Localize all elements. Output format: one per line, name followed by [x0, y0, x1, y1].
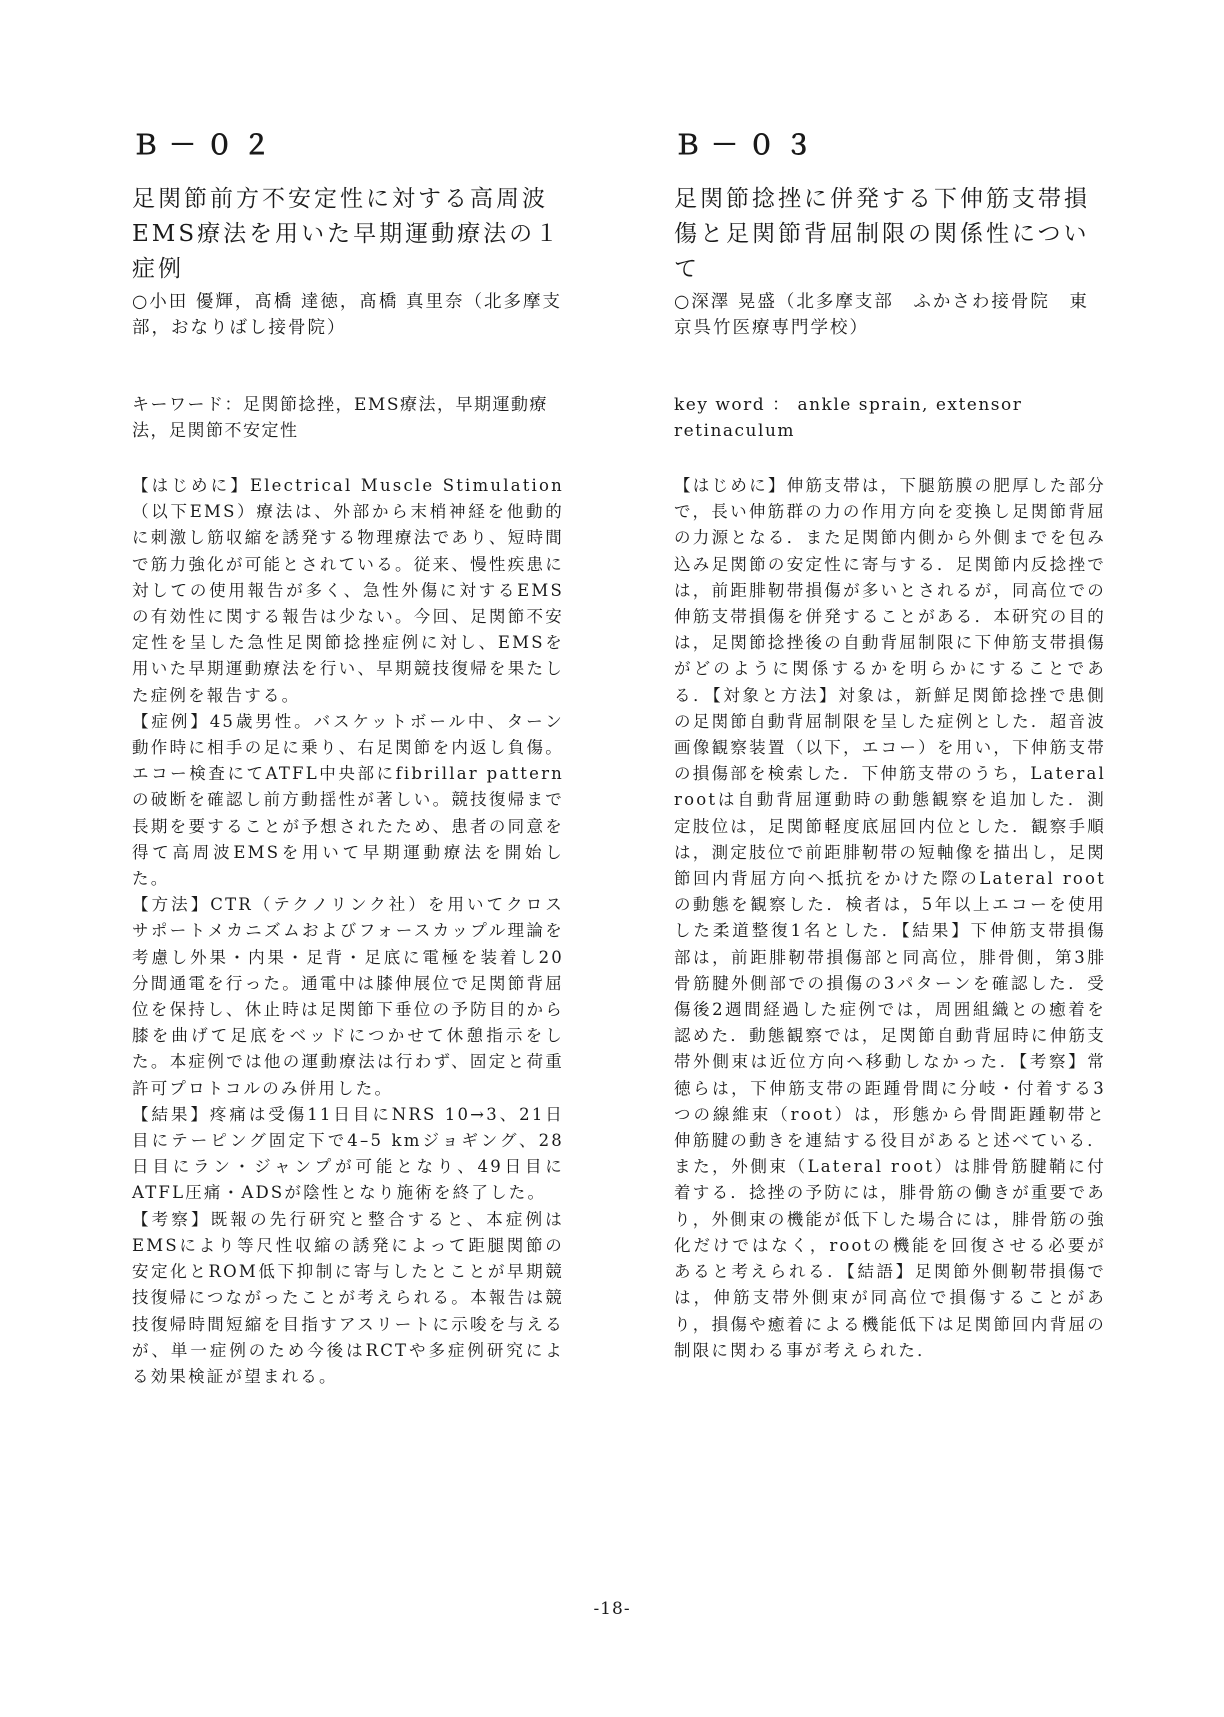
abstract-id: Ｂ－０３ — [674, 130, 822, 161]
abstract-id: Ｂ－０２ — [132, 130, 280, 161]
body-paragraph-main: 【はじめに】伸筋支帯は，下腿筋膜の肥厚した部分で，長い伸筋群の力の作用方向を変換し足関節背屈の力源となる．また足関節内側から外側までを包み込み足関節の安定性に寄与する．足関節内反捻挫では，前距腓靭帯損傷が多いとされるが，同高位での伸筋支帯損傷を併発することがある．本研究の目的は，足関節捻挫後の自動背屈制限に下伸筋支帯損傷がどのように関係するかを明らかにすることである．【対象と方法】対象は，新鮮足関節捻挫で患側の足関節自動背屈制限を呈した症例とした．超音波画像観察装置（以下，エコー）を用い，下伸筋支帯の損傷部を検索した．下伸筋支帯のうち，Lateral rootは自動背屈運動時の動態観察を追加した．測定肢位は，足関節軽度底屈回内位とした．観察手順は，測定肢位で前距腓靭帯の短軸像を描出し，足関節回内背屈方向へ抵抗をかけた際のLateral rootの動態を観察した．検者は，5年以上エコーを使用した柔道整復1名とした．【結果】下伸筋支帯損傷部は，前距腓靭帯損傷部と同高位，腓骨側，第3腓骨筋腱外側部での損傷の3パターンを確認した．受傷後2週間経過した症例では，周囲組織との癒着を認めた．動態観察では，足関節自動背屈時に伸筋支帯外側束は近位方向へ移動しなかった．【考察】常徳らは，下伸筋支帯の距踵骨間に分岐・付着する3つの線維束（root）は，形態から骨間距踵靭帯と伸筋腱の動きを連結する役目があると述べている．また，外側束（Lateral root）は腓骨筋腱鞘に付着する．捻挫の予防には，腓骨筋の働きが重要であり，外側束の機能が低下した場合には，腓骨筋の強化だけではなく，rootの機能を回復させる必要があると考えられる．【結語】足関節外側靭帯損傷では，伸筋支帯外側束が同高位で損傷することがあり，損傷や癒着による機能低下は足関節回内背屈の制限に関わる事が考えられた． — [674, 476, 1106, 1360]
body-paragraph-discussion: 【考察】既報の先行研究と整合すると、本症例はEMSにより等尺性収縮の誘発によって距腿関節の安定化とROM低下抑制に寄与したとことが早期競技復帰につながったことが考えられる。本報告は競技復帰時間短縮を目指すアスリートに示唆を与えるが、単一症例のため今後はRCTや多症例研究による効果検証が望まれる。 — [132, 1209, 564, 1386]
body-paragraph-introduction: 【はじめに】Electrical Muscle Stimulation（以下EMS）療法は、外部から末梢神経を他動的に刺激し筋収縮を誘発する物理療法であり、短時間で筋力強化が可能とされている。従来、慢性疾患に対しての使用報告が多く、急性外傷に対するEMSの有効性に関する報告は少ない。今回、足関節不安定性を呈した急性足関節捻挫症例に対し、EMSを用いた早期運動療法を行い、早期競技復帰を果たした症例を報告する。 — [132, 476, 564, 705]
abstract-body — [674, 473, 1106, 1364]
abstract-title: 足関節捻挫に併発する下伸筋支帯損傷と足関節背屈制限の関係性について — [674, 186, 1090, 282]
abstract-body — [132, 473, 564, 1390]
body-paragraph-method: 【方法】CTR（テクノリンク社）を用いてクロスサポートメカニズムおよびフォースカップル理論を考慮し外果・内果・足背・足底に電極を装着し20分間通電を行った。通電中は膝伸展位で足関節背屈位を保持し、休止時は足関節下垂位の予防目的から膝を曲げて足底をベッドにつかせて休憩指示をした。本症例では他の運動療法は行わず、固定と荷重許可プロトコルのみ併用した。 — [132, 895, 564, 1098]
abstract-b02 — [132, 128, 564, 1386]
abstract-title: 足関節前方不安定性に対する高周波EMS療法を用いた早期運動療法の１症例 — [132, 186, 562, 282]
abstract-authors: ○小田 優輝，髙橋 達徳，髙橋 真里奈（北多摩支部，おなりばし接骨院） — [132, 292, 562, 338]
page-number: -18- — [593, 1599, 631, 1619]
abstract-b03 — [674, 128, 1106, 1360]
body-paragraph-results: 【結果】疼痛は受傷11日目にNRS 10→3、21日目にテーピング固定下で4–5 kmジョギング、28日目にラン・ジャンプが可能となり、49日目にATFL圧痛・ADSが陰性となり施術を終了した。 — [132, 1104, 564, 1203]
abstract-keywords: キーワード：足関節捻挫，EMS療法，早期運動療法，足関節不安定性 — [132, 395, 548, 441]
abstract-authors: ○深澤 晃盛（北多摩支部 ふかさわ接骨院 東京呉竹医療専門学校） — [674, 292, 1089, 338]
abstract-keywords: key word ： ankle sprain, extensor retinaculum — [674, 395, 1023, 441]
body-paragraph-case: 【症例】45歳男性。バスケットボール中、ターン動作時に相手の足に乗り、右足関節を内返し負傷。エコー検査にてATFL中央部にfibrillar patternの破断を確認し前方動揺性が著しい。競技復帰まで長期を要することが予想されたため、患者の同意を得て高周波EMSを用いて早期運動療法を開始した。 — [132, 711, 564, 889]
